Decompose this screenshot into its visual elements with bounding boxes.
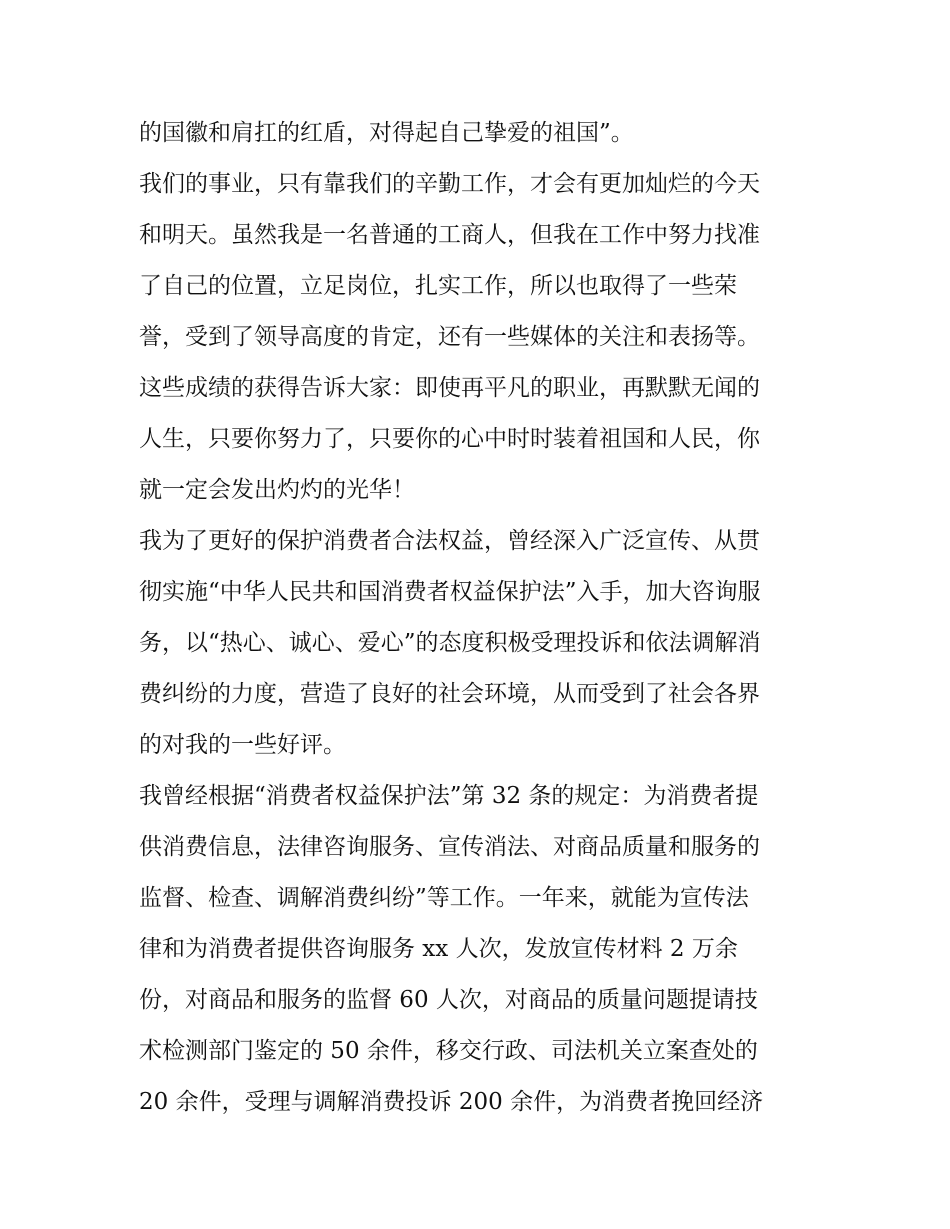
- text-line: 就一定会发出灼灼的光华！: [139, 477, 415, 503]
- text-line: 我们的事业，只有靠我们的辛勤工作，才会有更加灿烂的今天: [139, 171, 760, 197]
- text-line: 人生，只要你努力了，只要你的心中时时装着祖国和人民，你: [139, 426, 760, 452]
- text-line: 彻实施“中华人民共和国消费者权益保护法”入手，加大咨询服: [139, 579, 761, 605]
- text-line: 份，对商品和服务的监督 60 人次，对商品的质量问题提请技: [139, 987, 758, 1013]
- text-line: 我曾经根据“消费者权益保护法”第 32 条的规定：为消费者提: [139, 783, 759, 809]
- text-line: 20 余件，受理与调解消费投诉 200 余件，为消费者挽回经济: [139, 1089, 764, 1115]
- text-line: 的对我的一些好评。: [139, 732, 346, 758]
- text-line: 和明天。虽然我是一名普通的工商人，但我在工作中努力找准: [139, 222, 760, 248]
- text-line: 监督、检查、调解消费纠纷”等工作。一年来，就能为宣传法: [139, 885, 749, 911]
- text-line: 术检测部门鉴定的 50 余件，移交行政、司法机关立案查处的: [139, 1038, 758, 1064]
- text-line: 费纠纷的力度，营造了良好的社会环境，从而受到了社会各界: [139, 681, 760, 707]
- text-line: 律和为消费者提供咨询服务 xx 人次，发放宣传材料 2 万余: [139, 936, 738, 962]
- text-line: 供消费信息，法律咨询服务、宣传消法、对商品质量和服务的: [139, 834, 760, 860]
- text-line: 了自己的位置，立足岗位，扎实工作，所以也取得了一些荣: [139, 273, 737, 299]
- text-line: 的国徽和肩扛的红盾，对得起自己挚爱的祖国”。: [139, 120, 634, 146]
- text-line: 誉，受到了领导高度的肯定，还有一些媒体的关注和表扬等。: [139, 324, 760, 350]
- text-line: 这些成绩的获得告诉大家：即使再平凡的职业，再默默无闻的: [139, 375, 760, 401]
- text-line: 务，以“热心、诚心、爱心”的态度积极受理投诉和依法调解消: [139, 630, 761, 656]
- body-text: [139, 108, 819, 1128]
- text-line: 我为了更好的保护消费者合法权益，曾经深入广泛宣传、从贯: [139, 528, 760, 554]
